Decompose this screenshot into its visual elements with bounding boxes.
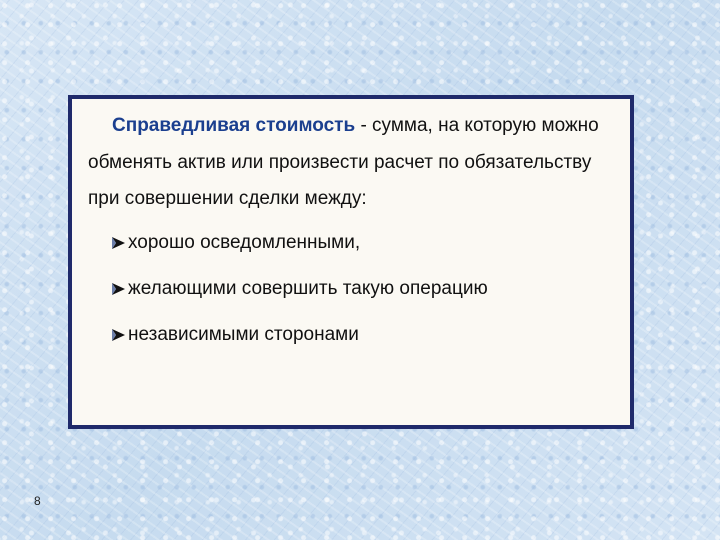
arrow-bullet-icon [110,235,126,251]
bullet-list [88,232,616,346]
page-number: 8 [34,494,41,508]
definition-term: Справедливая стоимость [112,115,356,136]
arrow-bullet-icon [110,281,126,297]
definition-paragraph [88,108,616,218]
list-item [110,278,616,300]
bullet-label: хорошо осведомленными, [128,231,361,253]
bullet-label: желающими совершить такую операцию [128,277,488,299]
content-box [68,95,634,429]
bullet-label: независимыми сторонами [128,323,359,345]
list-item [110,324,616,346]
list-item [110,232,616,254]
definition-text: - сумма, на которую можно обменять актив или произвести расчет по обязательству при совершении сделки между: [88,115,599,209]
arrow-bullet-icon [110,327,126,343]
